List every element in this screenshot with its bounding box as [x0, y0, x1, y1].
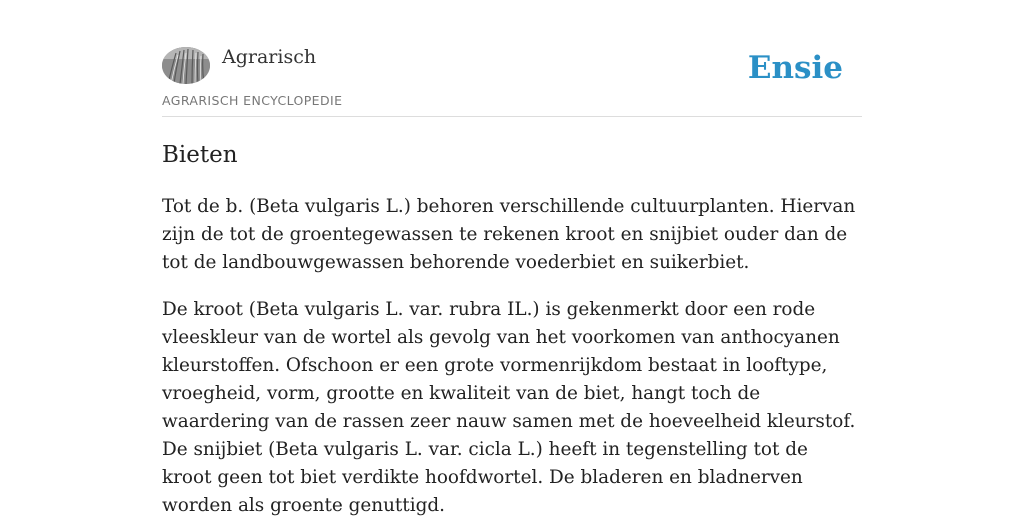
article-paragraph: De kroot (Beta vulgaris L. var. rubra IL.) is gekenmerkt door een rode vleeskleur van de wortel als gevolg van het voorkomen van anthocyanen kleurstoffen. Ofschoon er een grote vormenrijkdom bestaat in looftype, vroegheid, vorm, grootte en kwaliteit van de biet, hangt toch de waardering van de rassen zeer nauw samen met de hoeveelheid kleurstof. De snijbiet (Beta vulgaris L. var. cicla L.) heeft in tegenstelling tot de kroot geen tot biet verdikte hoofdwortel. De bladeren en bladnerven worden als groente genuttigd.	[162, 299, 856, 516]
wheat-field-icon[interactable]	[162, 47, 210, 84]
header	[162, 0, 862, 117]
source-name[interactable]: Agrarisch	[222, 46, 317, 68]
article-title: Bieten	[162, 142, 238, 168]
source-subtitle: AGRARISCH ENCYCLOPEDIE	[162, 93, 343, 108]
page	[162, 0, 862, 520]
article-paragraph: Tot de b. (Beta vulgaris L.) behoren verschillende cultuurplanten. Hiervan zijn de tot de groentegewassen te rekenen kroot en snijbiet ouder dan de tot de landbouwgewassen behorende voederbiet en suikerbiet.	[162, 196, 856, 273]
article-body	[162, 193, 862, 520]
brand-logo-link[interactable]: Ensie	[747, 50, 843, 86]
